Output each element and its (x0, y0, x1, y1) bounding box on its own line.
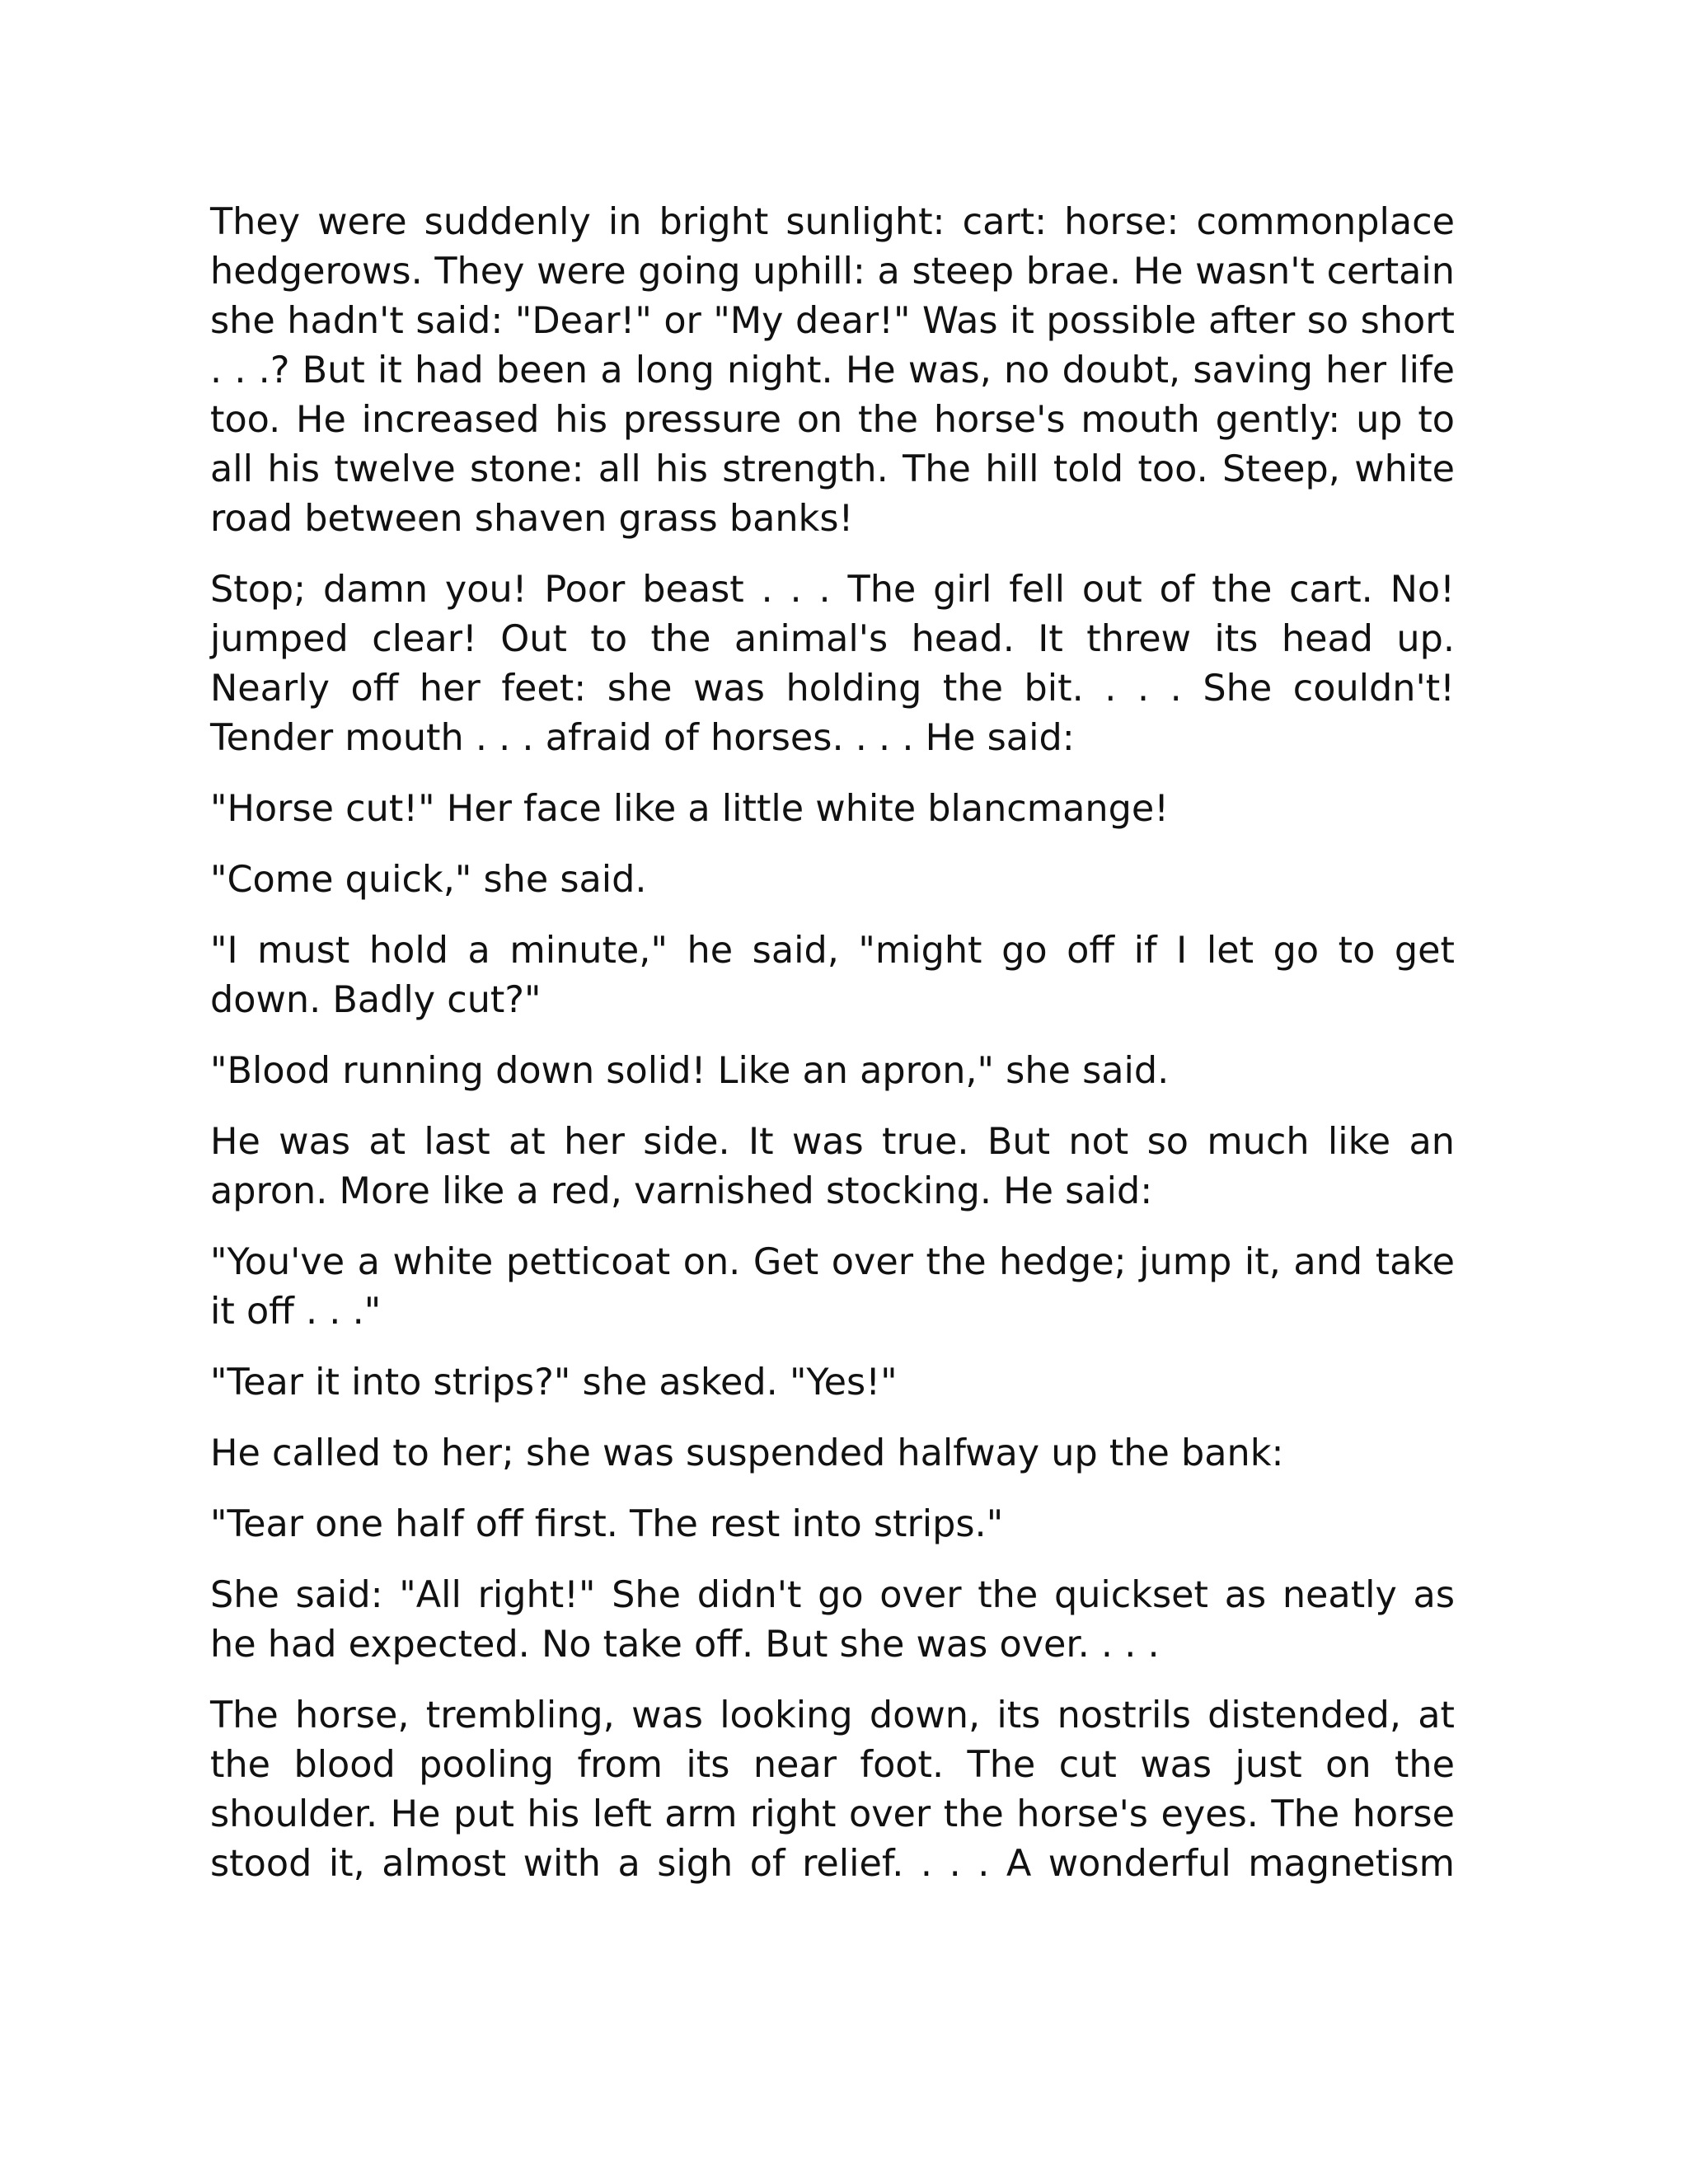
paragraph-5: "I must hold a minute," he said, "might go off if I let go to get down. Badly cut?" (210, 930, 1455, 1021)
document-page (210, 198, 1455, 1910)
paragraph-6: "Blood running down solid! Like an apron," she said. (210, 1050, 1170, 1092)
paragraph-12: She said: "All right!" She didn't go over the quickset as neatly as he had expected. No take off. But she was over. . . . (210, 1574, 1455, 1666)
paragraph-8: "You've a white petticoat on. Get over the hedge; jump it, and take it off . . ." (210, 1241, 1455, 1333)
paragraph-1: They were suddenly in bright sunlight: cart: horse: commonplace hedgerows. They were going uphill: a steep brae. He wasn't certain she hadn't said: "Dear!" or "My dear!" Was it possible after so short . . .? But it had been a long night. He was, no doubt, saving her life too. He increased his pressure on the horse's mouth gently: up to all his twelve stone: all his strength. The hill told too. Steep, white road between shaven grass banks! (210, 201, 1455, 540)
paragraph-9: "Tear it into strips?" she asked. "Yes!" (210, 1361, 898, 1404)
paragraph-10: He called to her; she was suspended halfway up the bank: (210, 1432, 1284, 1474)
paragraph-4: "Come quick," she said. (210, 859, 647, 901)
paragraph-7: He was at last at her side. It was true. But not so much like an apron. More like a red, varnished stocking. He said: (210, 1121, 1455, 1212)
paragraph-3: "Horse cut!" Her face like a little white blancmange! (210, 788, 1170, 830)
paragraph-2: Stop; damn you! Poor beast . . . The girl fell out of the cart. No! jumped clear! Out to the animal's head. It threw its head up. Nearly off her feet: she was holding the bit. . . . She couldn't! Tender mouth . . . afraid of horses. . . . He said: (210, 569, 1455, 759)
paragraph-13: The horse, trembling, was looking down, its nostrils distended, at the blood pooling from its near foot. The cut was just on the shoulder. He put his left arm right over the horse's eyes. The horse stood it, almost with a sigh of relief. . . . A wonderful magnetism (210, 1694, 1455, 1885)
paragraph-11: "Tear one half off first. The rest into strips." (210, 1503, 1004, 1545)
